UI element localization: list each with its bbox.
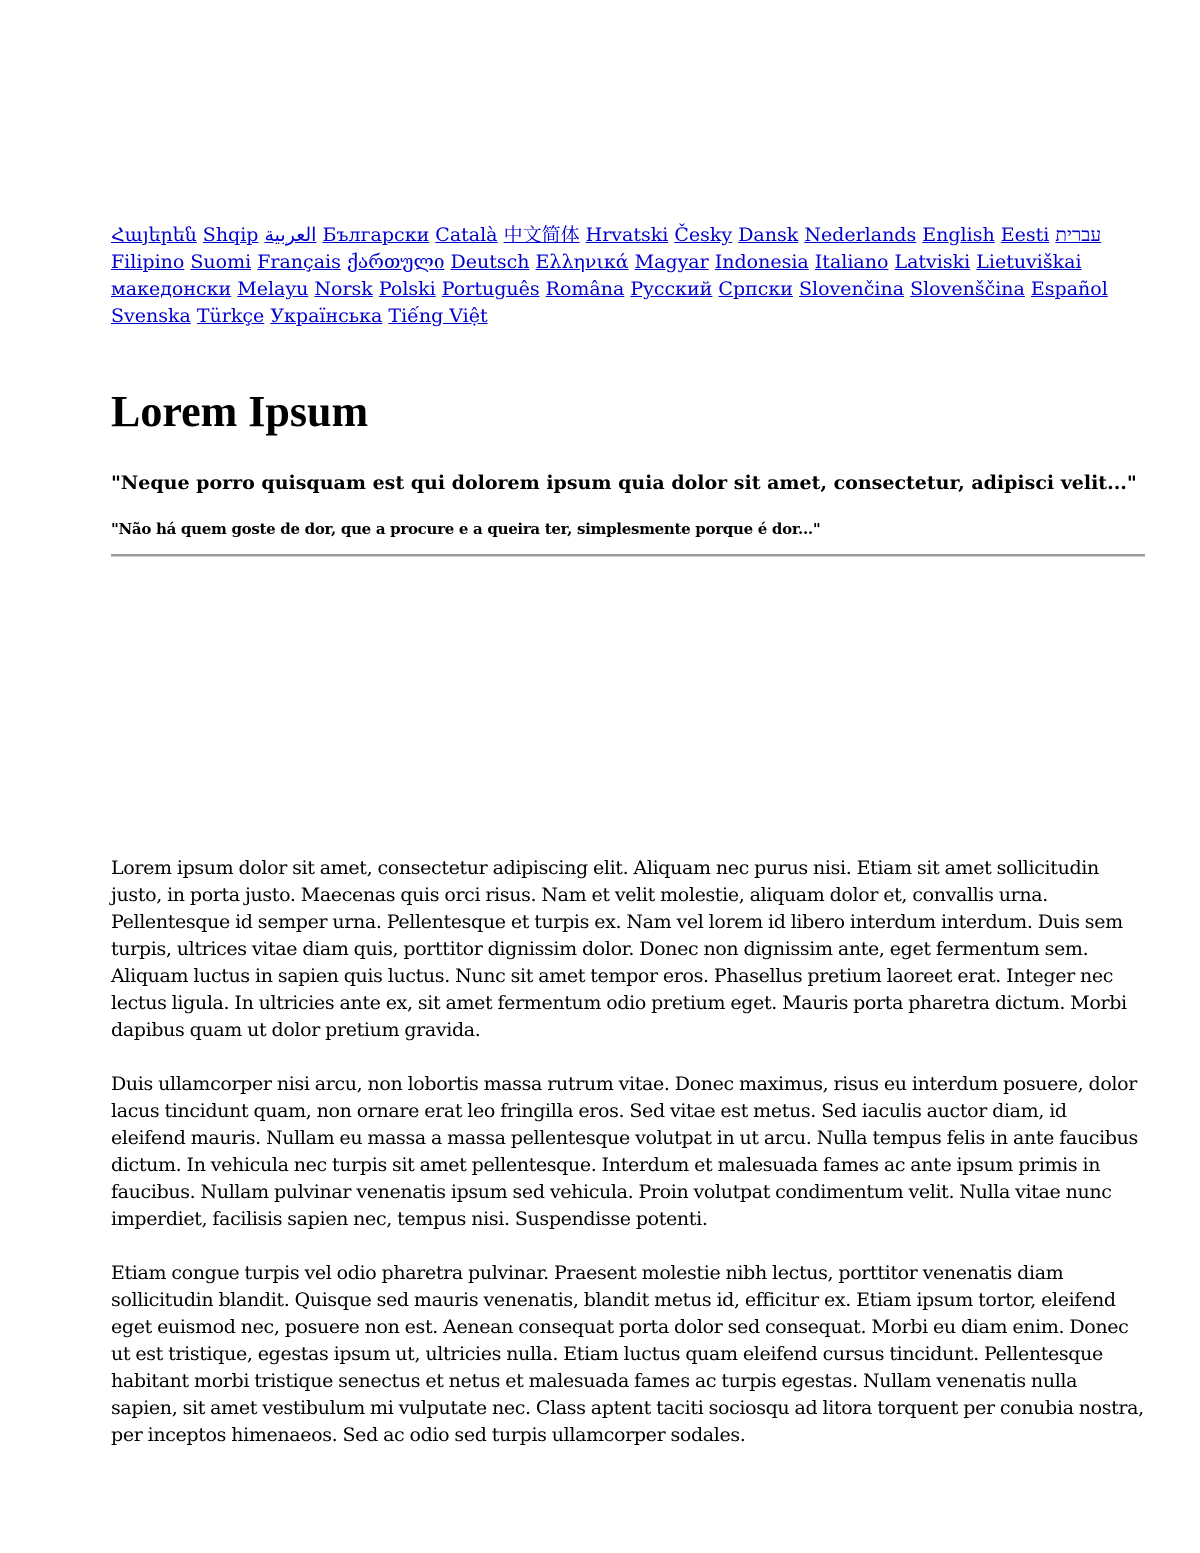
language-link[interactable]: Български bbox=[322, 224, 430, 246]
latin-quote: "Neque porro quisquam est qui dolorem ipsum quia dolor sit amet, consectetur, adipisci velit..." bbox=[111, 472, 1137, 494]
paragraph: Duis ullamcorper nisi arcu, non lobortis massa rutrum vitae. Donec maximus, risus eu interdum posuere, dolor lacus tincidunt quam, non ornare erat leo fringilla eros. Sed vitae est metus. Sed iaculis auctor diam, id eleifend mauris. Nullam eu massa a massa pellentesque volutpat in ut arcu. Nulla tempus felis in ante faucibus dictum. In vehicula nec turpis sit amet pellentesque. Interdum et malesuada fames ac ante ipsum primis in faucibus. Nullam pulvinar venenatis ipsum sed vehicula. Proin volutpat condimentum velit. Nulla vitae nunc imperdiet, facilisis sapien nec, tempus nisi. Suspendisse potenti. bbox=[111, 1073, 1138, 1230]
language-link[interactable]: Hrvatski bbox=[585, 224, 669, 246]
portuguese-quote: "Não há quem goste de dor, que a procure e a queira ter, simplesmente porque é dor..." bbox=[111, 520, 821, 538]
language-link[interactable]: Suomi bbox=[190, 251, 252, 273]
paragraph: Etiam congue turpis vel odio pharetra pulvinar. Praesent molestie nibh lectus, porttitor venenatis diam sollicitudin blandit. Quisque sed mauris venenatis, blandit metus id, efficitur ex. Etiam ipsum tortor, eleifend eget euismod nec, posuere non est. Aenean consequat porta dolor sed consequat. Morbi eu diam enim. Donec ut est tristique, egestas ipsum ut, ultricies nulla. Etiam luctus quam eleifend cursus tincidunt. Pellentesque habitant morbi tristique senectus et netus et malesuada fames ac turpis egestas. Nullam venenatis nulla sapien, sit amet vestibulum mi vulputate nec. Class aptent taciti sociosqu ad litora torquent per conubia nostra, per inceptos himenaeos. Sed ac odio sed turpis ullamcorper sodales. bbox=[111, 1262, 1144, 1446]
language-link[interactable]: Italiano bbox=[814, 251, 889, 273]
language-link[interactable]: Nederlands bbox=[804, 224, 917, 246]
language-link[interactable]: Latviski bbox=[894, 251, 971, 273]
language-link[interactable]: Slovenščina bbox=[910, 278, 1025, 300]
language-link[interactable]: Tiếng Việt bbox=[388, 305, 488, 327]
language-link[interactable]: Українська bbox=[270, 305, 383, 327]
language-link[interactable]: Français bbox=[257, 251, 341, 273]
language-link[interactable]: Slovenčina bbox=[799, 278, 905, 300]
language-link[interactable]: Svenska bbox=[111, 305, 191, 327]
language-link[interactable]: Türkçe bbox=[196, 305, 265, 327]
language-link[interactable]: ‪العربية bbox=[264, 224, 317, 246]
language-link[interactable]: Româna bbox=[545, 278, 625, 300]
language-link[interactable]: Lietuviškai bbox=[976, 251, 1082, 273]
language-link[interactable]: Ελληνικά bbox=[535, 251, 629, 273]
language-link[interactable]: Eesti bbox=[1000, 224, 1050, 246]
language-link[interactable]: עברית bbox=[1055, 224, 1102, 246]
language-link[interactable]: Հայերեն bbox=[111, 224, 197, 246]
language-link[interactable]: Magyar bbox=[634, 251, 709, 273]
language-link[interactable]: Filipino bbox=[111, 251, 185, 273]
language-link[interactable]: Català bbox=[435, 224, 498, 246]
language-link[interactable]: Norsk bbox=[314, 278, 373, 300]
language-link[interactable]: Shqip bbox=[202, 224, 259, 246]
language-link[interactable]: English bbox=[922, 224, 995, 246]
language-link[interactable]: Polski bbox=[378, 278, 436, 300]
language-link[interactable]: Pyccкий bbox=[630, 278, 713, 300]
language-link[interactable]: Español bbox=[1030, 278, 1108, 300]
lorem-content bbox=[111, 855, 1145, 1449]
language-link[interactable]: Indonesia bbox=[714, 251, 809, 273]
language-link[interactable]: Melayu bbox=[237, 278, 309, 300]
language-link[interactable]: ქართული bbox=[346, 251, 445, 273]
language-links bbox=[111, 222, 1145, 330]
paragraph: Lorem ipsum dolor sit amet, consectetur adipiscing elit. Aliquam nec purus nisi. Etiam sit amet sollicitudin justo, in porta justo. Maecenas quis orci risus. Nam et velit molestie, aliquam dolor et, convallis urna. Pellentesque id semper urna. Pellentesque et turpis ex. Nam vel lorem id libero interdum interdum. Duis sem turpis, ultrices vitae diam quis, porttitor dignissim dolor. Donec non dignissim ante, eget fermentum sem. Aliquam luctus in sapien quis luctus. Nunc sit amet tempor eros. Phasellus pretium laoreet erat. Integer nec lectus ligula. In ultricies ante ex, sit amet fermentum odio pretium eget. Mauris porta pharetra dictum. Morbi dapibus quam ut dolor pretium gravida. bbox=[111, 857, 1127, 1041]
language-link[interactable]: Česky bbox=[674, 224, 733, 246]
ad-space bbox=[111, 557, 1145, 855]
language-link[interactable]: Deutsch bbox=[450, 251, 530, 273]
page-title: Lorem Ipsum bbox=[111, 387, 369, 436]
language-link[interactable]: Dansk bbox=[738, 224, 799, 246]
page bbox=[111, 222, 1145, 1476]
language-link[interactable]: македонски bbox=[111, 278, 232, 300]
language-link[interactable]: Português bbox=[441, 278, 540, 300]
language-link[interactable]: 中文简体 bbox=[503, 224, 580, 246]
language-link[interactable]: Српски bbox=[718, 278, 793, 300]
